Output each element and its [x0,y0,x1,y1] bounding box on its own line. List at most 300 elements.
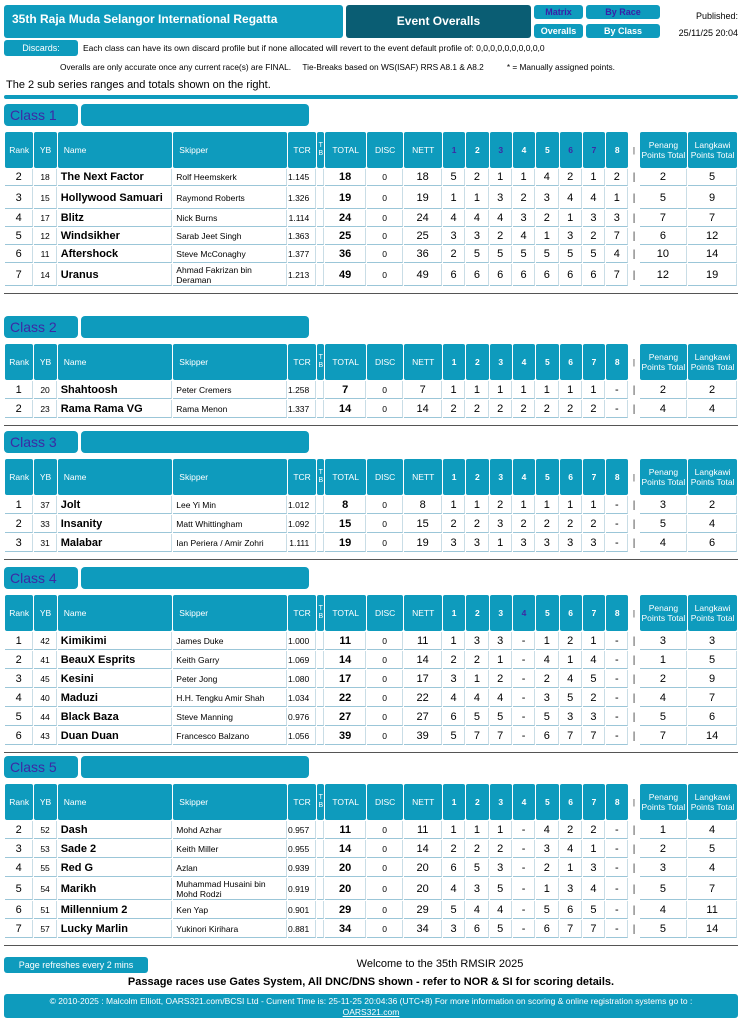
table-row[interactable] [5,210,737,227]
col-race-8-header[interactable]: 8 [606,344,628,380]
rank-cell: 7 [5,264,33,286]
col-tcr-header[interactable]: TCR [288,459,316,495]
penang-points-cell: 2 [640,840,688,858]
col-nett-header[interactable]: NETT [404,595,442,631]
col-race-2-header[interactable]: 2 [466,459,488,495]
table-row[interactable] [5,727,737,745]
col-race-1-header[interactable]: 1 [443,344,465,380]
table-row[interactable] [5,920,737,938]
table-row[interactable] [5,246,737,263]
col-skipper-header[interactable]: Skipper [173,784,287,820]
race-6-cell: 1 [560,381,582,399]
race-4-cell: - [513,708,535,726]
col-race-4-header[interactable]: 4 [513,344,535,380]
col-langkawi-header[interactable]: Langkawi Points Total [688,784,737,820]
tiebreak-cell [317,381,324,399]
tcr-cell: 0.901 [288,901,316,919]
boat-name-link[interactable]: Blitz [58,210,173,227]
table-row[interactable] [5,632,737,650]
col-race-7-header[interactable]: 7 [583,344,605,380]
table-row[interactable] [5,859,737,877]
penang-points-cell: 10 [640,246,688,263]
nett-cell: 25 [404,228,442,245]
col-name-header[interactable]: Name [58,595,173,631]
by-race-button[interactable]: By Race [586,5,660,19]
col-name-header[interactable]: Name [58,459,173,495]
disc-cell: 0 [367,632,404,650]
race-5-cell: 1 [536,496,558,514]
results-table [4,783,738,939]
rank-cell: 3 [5,534,33,552]
race-2-cell: 2 [466,169,488,186]
race-4-cell: - [513,821,535,839]
rank-cell: 7 [5,920,33,938]
col-langkawi-header[interactable]: Langkawi Points Total [688,459,737,495]
col-penang-header[interactable]: Penang Points Total [640,784,688,820]
table-row[interactable] [5,689,737,707]
col-race-8-header[interactable]: 8 [606,459,628,495]
langkawi-points-cell: 7 [688,689,737,707]
race-3-cell: 3 [490,632,512,650]
total-cell: 29 [325,901,366,919]
table-row[interactable] [5,187,737,209]
col-yb-header[interactable]: YB [34,784,56,820]
col-langkawi-header[interactable]: Langkawi Points Total [688,595,737,631]
race-4-cell: 5 [513,246,535,263]
penang-points-cell: 2 [640,670,688,688]
col-total-header[interactable]: TOTAL [325,784,366,820]
disc-cell: 0 [367,228,404,245]
total-cell: 17 [325,670,366,688]
boat-name-link[interactable]: Aftershock [58,246,173,263]
col-race-5-header[interactable]: 5 [536,132,558,168]
skipper-cell: Francesco Balzano [173,727,287,745]
penang-points-cell: 5 [640,878,688,900]
race-7-cell: 6 [583,264,605,286]
race-8-cell: 3 [606,210,628,227]
nett-cell: 14 [404,840,442,858]
race-1-cell: 3 [443,670,465,688]
col-race-2-header[interactable]: 2 [466,784,488,820]
separator-cell: | [632,730,636,742]
col-disc-header[interactable]: DISC [367,344,404,380]
tcr-cell: 0.939 [288,859,316,877]
col-nett-header[interactable]: NETT [404,459,442,495]
boat-name-link[interactable]: Kesini [58,670,173,688]
tiebreak-cell [317,264,324,286]
col-rank-header[interactable]: Rank [5,344,33,380]
race-2-cell: 3 [466,878,488,900]
race-6-cell: 6 [560,264,582,286]
langkawi-points-cell: 4 [688,821,737,839]
total-cell: 27 [325,708,366,726]
langkawi-points-cell: 14 [688,920,737,938]
col-tcr-header[interactable]: TCR [288,595,316,631]
langkawi-points-cell: 5 [688,651,737,669]
tiebreak-cell [317,534,324,552]
race-3-cell: 1 [490,651,512,669]
col-race-1-header[interactable]: 1 [443,132,465,168]
col-race-2-header[interactable]: 2 [466,344,488,380]
total-cell: 8 [325,496,366,514]
race-2-cell: 6 [466,920,488,938]
table-row[interactable] [5,381,737,399]
disc-cell: 0 [367,515,404,533]
skipper-cell: Peter Cremers [173,381,287,399]
col-skipper-header[interactable]: Skipper [173,344,287,380]
tiebreak-cell [317,689,324,707]
table-row[interactable] [5,840,737,858]
rank-cell: 5 [5,708,33,726]
rank-cell: 5 [5,878,33,900]
boat-name-link[interactable]: Hollywood Samuari [58,187,173,209]
yacht-number-cell: 33 [34,515,56,533]
col-rank-header[interactable]: Rank [5,595,33,631]
race-4-cell: - [513,670,535,688]
col-race-2-header[interactable]: 2 [466,595,488,631]
table-row[interactable] [5,821,737,839]
nett-cell: 29 [404,901,442,919]
col-total-header[interactable]: TOTAL [325,132,366,168]
nett-cell: 22 [404,689,442,707]
table-row[interactable] [5,651,737,669]
nett-cell: 36 [404,246,442,263]
col-race-5-header[interactable]: 5 [536,344,558,380]
col-yb-header[interactable]: YB [34,132,56,168]
race-1-cell: 1 [443,821,465,839]
table-row[interactable] [5,515,737,533]
penang-points-cell: 5 [640,515,688,533]
rank-cell: 1 [5,632,33,650]
col-disc-header[interactable]: DISC [367,784,404,820]
disc-cell: 0 [367,534,404,552]
skipper-cell: Matt Whittingham [173,515,287,533]
separator-cell: | [632,213,636,224]
table-row[interactable] [5,400,737,418]
race-1-cell: 2 [443,651,465,669]
race-3-cell: 5 [490,246,512,263]
race-5-cell: 4 [536,821,558,839]
tiebreak-cell [317,859,324,877]
race-1-cell: 2 [443,840,465,858]
langkawi-points-cell: 9 [688,187,737,209]
rank-cell: 1 [5,381,33,399]
boat-name-link[interactable]: Duan Duan [58,727,173,745]
refresh-button[interactable]: Page refreshes every 2 mins [4,957,148,973]
col-total-header[interactable]: TOTAL [325,344,366,380]
oars-link[interactable]: OARS321.com [342,1007,400,1017]
race-5-cell: 2 [536,515,558,533]
race-4-cell: 3 [513,534,535,552]
boat-name-link[interactable]: Black Baza [58,708,173,726]
total-cell: 15 [325,515,366,533]
col-disc-header[interactable]: DISC [367,132,404,168]
col-disc-header[interactable]: DISC [367,459,404,495]
table-row[interactable] [5,169,737,186]
race-5-cell: 2 [536,859,558,877]
col-race-3-header[interactable]: 3 [490,595,512,631]
col-race-4-header[interactable]: 4 [513,459,535,495]
disc-cell: 0 [367,901,404,919]
col-race-7-header[interactable]: 7 [583,459,605,495]
race-2-cell: 3 [466,534,488,552]
boat-name-link[interactable]: Red G [58,859,173,877]
race-1-cell: 1 [443,632,465,650]
yacht-number-cell: 12 [34,228,56,245]
table-row[interactable] [5,901,737,919]
race-2-cell: 2 [466,840,488,858]
tcr-cell: 1.326 [288,187,316,209]
boat-name-link[interactable]: Sade 2 [58,840,173,858]
col-total-header[interactable]: TOTAL [325,459,366,495]
boat-name-link[interactable]: Marikh [58,878,173,900]
race-3-cell: 2 [490,400,512,418]
col-race-7-header[interactable]: 7 [583,784,605,820]
race-1-cell: 4 [443,210,465,227]
col-name-header[interactable]: Name [58,132,173,168]
class-heading-bar [81,316,309,338]
race-5-cell: 2 [536,670,558,688]
race-8-cell: 4 [606,246,628,263]
by-class-button[interactable]: By Class [586,24,660,38]
table-row[interactable] [5,708,737,726]
col-race-4-header[interactable]: 4 [513,595,535,631]
boat-name-link[interactable]: Jolt [58,496,173,514]
race-8-cell: - [606,689,628,707]
race-6-cell: 7 [560,920,582,938]
nett-cell: 19 [404,534,442,552]
yacht-number-cell: 53 [34,840,56,858]
col-race-7-header[interactable]: 7 [583,132,605,168]
skipper-cell: Lee Yi Min [173,496,287,514]
col-name-header[interactable]: Name [58,344,173,380]
boat-name-link[interactable]: Lucky Marlin [58,920,173,938]
race-3-cell: 2 [490,670,512,688]
col-race-1-header[interactable]: 1 [443,459,465,495]
table-row[interactable] [5,264,737,286]
race-2-cell: 4 [466,210,488,227]
col-race-8-header[interactable]: 8 [606,132,628,168]
col-race-5-header[interactable]: 5 [536,459,558,495]
race-7-cell: 2 [583,515,605,533]
class-heading-bar [81,431,309,453]
class-divider [4,752,738,753]
total-cell: 25 [325,228,366,245]
col-race-6-header[interactable]: 6 [560,459,582,495]
col-penang-header[interactable]: Penang Points Total [640,595,688,631]
race-5-cell: 2 [536,210,558,227]
race-4-cell: 2 [513,400,535,418]
yacht-number-cell: 51 [34,901,56,919]
col-nett-header[interactable]: NETT [404,132,442,168]
tcr-cell: 1.377 [288,246,316,263]
col-race-6-header[interactable]: 6 [560,784,582,820]
col-tiebreak-header: T B [317,344,324,380]
race-5-cell: 3 [536,840,558,858]
col-race-3-header[interactable]: 3 [490,132,512,168]
penang-points-cell: 5 [640,920,688,938]
boat-name-link[interactable]: The Next Factor [58,169,173,186]
col-disc-header[interactable]: DISC [367,595,404,631]
race-3-cell: 5 [490,708,512,726]
overalls-note: Overalls are only accurate once any current race(s) are FINAL. Tie-Breaks based on WS(ISAF) RRS A8.1 & A8.2 * = Manually assigned points. [60,62,615,72]
race-1-cell: 6 [443,264,465,286]
race-5-cell: 5 [536,901,558,919]
boat-name-link[interactable]: Malabar [58,534,173,552]
race-7-cell: 2 [583,821,605,839]
matrix-button[interactable]: Matrix [534,5,583,19]
col-race-5-header[interactable]: 5 [536,784,558,820]
results-table [4,131,738,287]
table-header-row [5,595,737,631]
boat-name-link[interactable]: Rama Rama VG [58,400,173,418]
col-skipper-header[interactable]: Skipper [173,459,287,495]
class-heading: Class 1 [4,104,78,126]
boat-name-link[interactable]: Uranus [58,264,173,286]
boat-name-link[interactable]: Kimikimi [58,632,173,650]
race-2-cell: 1 [466,381,488,399]
tcr-cell: 1.080 [288,670,316,688]
tiebreak-cell [317,169,324,186]
boat-name-link[interactable]: Maduzi [58,689,173,707]
col-nett-header[interactable]: NETT [404,344,442,380]
penang-points-cell: 3 [640,859,688,877]
boat-name-link[interactable]: Shahtoosh [58,381,173,399]
col-race-6-header[interactable]: 6 [560,595,582,631]
col-tcr-header[interactable]: TCR [288,132,316,168]
col-yb-header[interactable]: YB [34,595,56,631]
col-race-2-header[interactable]: 2 [466,132,488,168]
col-race-3-header[interactable]: 3 [490,344,512,380]
table-row[interactable] [5,228,737,245]
col-rank-header[interactable]: Rank [5,459,33,495]
tcr-cell: 1.213 [288,264,316,286]
col-race-5-header[interactable]: 5 [536,595,558,631]
col-tcr-header[interactable]: TCR [288,344,316,380]
col-race-1-header[interactable]: 1 [443,595,465,631]
col-yb-header[interactable]: YB [34,459,56,495]
col-race-6-header[interactable]: 6 [560,132,582,168]
yacht-number-cell: 20 [34,381,56,399]
boat-name-link[interactable]: Windsikher [58,228,173,245]
class-divider [4,425,738,426]
skipper-cell: Steve McConaghy [173,246,287,263]
race-3-cell: 1 [490,169,512,186]
total-cell: 39 [325,727,366,745]
nett-cell: 11 [404,821,442,839]
separator-cell: | [632,843,636,855]
total-cell: 24 [325,210,366,227]
boat-name-link[interactable]: BeauX Esprits [58,651,173,669]
col-rank-header[interactable]: Rank [5,132,33,168]
col-race-8-header[interactable]: 8 [606,595,628,631]
col-race-7-header[interactable]: 7 [583,595,605,631]
col-penang-header[interactable]: Penang Points Total [640,132,688,168]
class-heading: Class 3 [4,431,78,453]
race-8-cell: - [606,670,628,688]
penang-points-cell: 4 [640,400,688,418]
col-langkawi-header[interactable]: Langkawi Points Total [688,344,737,380]
race-4-cell: 4 [513,228,535,245]
yacht-number-cell: 15 [34,187,56,209]
race-8-cell: 2 [606,169,628,186]
table-row[interactable] [5,496,737,514]
separator-cell: | [632,824,636,836]
race-7-cell: 2 [583,228,605,245]
disc-cell: 0 [367,400,404,418]
col-rank-header[interactable]: Rank [5,784,33,820]
race-6-cell: 2 [560,632,582,650]
tcr-cell: 1.111 [288,534,316,552]
col-race-4-header[interactable]: 4 [513,132,535,168]
race-5-cell: 1 [536,878,558,900]
race-3-cell: 6 [490,264,512,286]
rank-cell: 2 [5,400,33,418]
col-race-1-header[interactable]: 1 [443,784,465,820]
col-total-header[interactable]: TOTAL [325,595,366,631]
nett-cell: 49 [404,264,442,286]
col-race-3-header[interactable]: 3 [490,459,512,495]
tiebreak-cell [317,878,324,900]
overalls-button[interactable]: Overalls [534,24,583,38]
col-penang-header[interactable]: Penang Points Total [640,344,688,380]
separator-cell: | [632,518,636,530]
skipper-cell: Nick Burns [173,210,287,227]
class-divider [4,945,738,946]
col-race-3-header[interactable]: 3 [490,784,512,820]
col-nett-header[interactable]: NETT [404,784,442,820]
nett-cell: 19 [404,187,442,209]
col-skipper-header[interactable]: Skipper [173,132,287,168]
col-penang-header[interactable]: Penang Points Total [640,459,688,495]
table-row[interactable] [5,670,737,688]
race-1-cell: 1 [443,187,465,209]
col-skipper-header[interactable]: Skipper [173,595,287,631]
boat-name-link[interactable]: Dash [58,821,173,839]
boat-name-link[interactable]: Insanity [58,515,173,533]
yacht-number-cell: 11 [34,246,56,263]
race-8-cell: - [606,840,628,858]
race-7-cell: 1 [583,381,605,399]
col-langkawi-header[interactable]: Langkawi Points Total [688,132,737,168]
results-table [4,343,738,419]
table-header-row [5,132,737,168]
tcr-cell: 1.092 [288,515,316,533]
rank-cell: 1 [5,496,33,514]
table-row[interactable] [5,534,737,552]
total-cell: 18 [325,169,366,186]
boat-name-link[interactable]: Millennium 2 [58,901,173,919]
results-table [4,594,738,746]
rank-cell: 5 [5,228,33,245]
tcr-cell: 1.012 [288,496,316,514]
col-race-6-header[interactable]: 6 [560,344,582,380]
col-name-header[interactable]: Name [58,784,173,820]
race-4-cell: 1 [513,169,535,186]
table-row[interactable] [5,878,737,900]
col-tcr-header[interactable]: TCR [288,784,316,820]
col-race-8-header[interactable]: 8 [606,784,628,820]
discards-button[interactable]: Discards: [4,40,78,56]
race-7-cell: 4 [583,187,605,209]
race-6-cell: 1 [560,651,582,669]
skipper-cell: Sarab Jeet Singh [173,228,287,245]
tiebreak-cell [317,187,324,209]
col-race-4-header[interactable]: 4 [513,784,535,820]
tiebreak-cell [317,246,324,263]
yacht-number-cell: 54 [34,878,56,900]
col-yb-header[interactable]: YB [34,344,56,380]
